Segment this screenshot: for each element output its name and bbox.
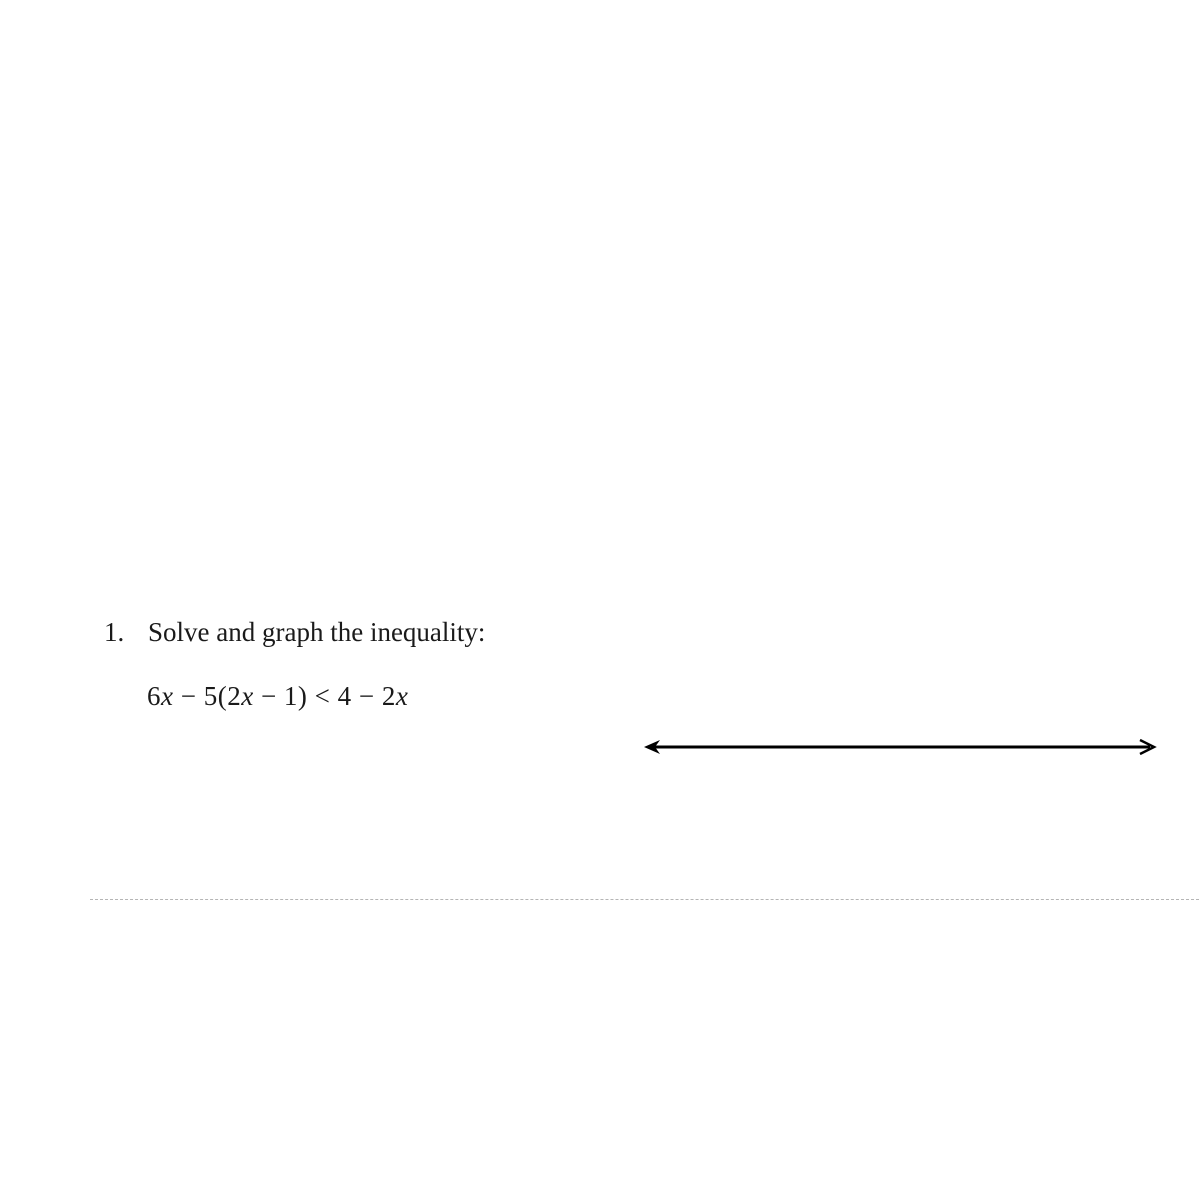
number-line — [640, 732, 1160, 762]
equation-variable: x — [395, 681, 409, 711]
question-1 — [104, 612, 485, 652]
page-separator — [90, 899, 1199, 900]
question-number: 1. — [104, 617, 125, 647]
equation-variable: x — [161, 681, 174, 711]
inequality-equation — [147, 676, 408, 716]
equation-part: − 5(2 — [173, 681, 242, 711]
equation-part: 6 — [147, 681, 161, 711]
equation-variable: x — [241, 681, 254, 711]
question-prompt: Solve and graph the inequality: — [148, 617, 486, 647]
equation-part: − 1) < 4 − 2 — [253, 681, 396, 711]
